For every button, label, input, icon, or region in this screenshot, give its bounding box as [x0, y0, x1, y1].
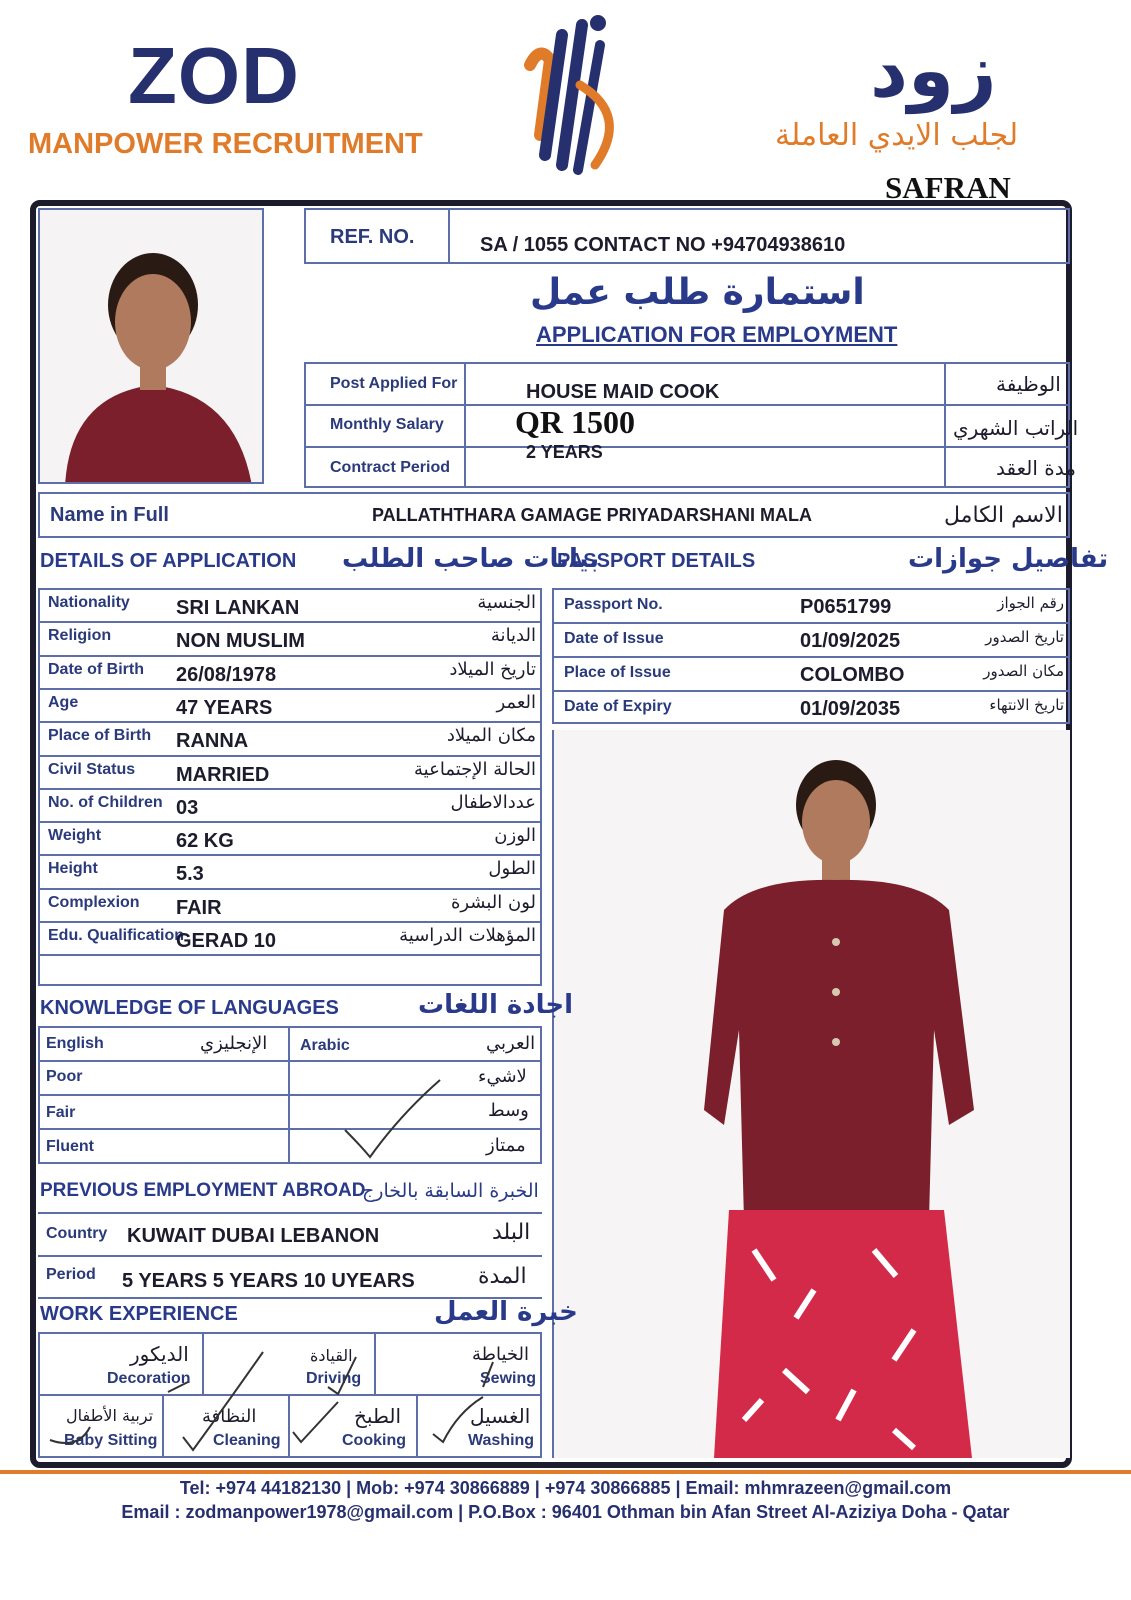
detail-label-arabic: الوزن — [494, 825, 536, 847]
detail-label-arabic: الحالة الإجتماعية — [414, 758, 536, 780]
work-checkmarks-icon — [38, 1332, 542, 1458]
lang-arabic-label: Arabic — [300, 1037, 350, 1054]
lang-english-label-arabic: الإنجليزي — [200, 1033, 268, 1054]
form-title: APPLICATION FOR EMPLOYMENT — [536, 322, 898, 347]
period-label-arabic: المدة — [478, 1264, 527, 1289]
detail-label-arabic: الديانة — [490, 625, 536, 647]
detail-value: SRI LANKAN — [176, 597, 300, 619]
passport-label-arabic: تاريخ الانتهاء — [989, 696, 1064, 714]
lang-level-poor: Poor — [46, 1068, 83, 1085]
skill-cooking-arabic: الطبخ — [354, 1404, 402, 1428]
footer-address-line: Email : zodmanpower1978@gmail.com | P.O.Box : 96401 Othman bin Afan Street Al-Aziziya Doha - Qatar — [121, 1502, 1010, 1522]
name-value: PALLATHTHARA GAMAGE PRIYADARSHANI MALA — [372, 505, 812, 525]
skill-cleaning-arabic: النظافة — [202, 1406, 257, 1427]
salary-value: QR 1500 — [515, 404, 635, 440]
footer-divider — [0, 1470, 1131, 1474]
detail-label: Weight — [48, 827, 102, 845]
name-label: Name in Full — [50, 504, 169, 526]
detail-label: Date of Birth — [48, 660, 144, 678]
brand-tagline-arabic: لجلب الايدي العاملة — [775, 118, 1019, 153]
headshot-portrait-icon — [40, 210, 264, 484]
detail-value: 47 YEARS — [176, 696, 273, 719]
passport-label: Passport No. — [564, 596, 663, 613]
passport-label: Date of Issue — [564, 630, 664, 647]
period-label: Period — [46, 1266, 96, 1283]
detail-label: No. of Children — [48, 793, 163, 811]
arabic-fluent-check-icon — [340, 1075, 450, 1165]
detail-label: Edu. Qualification — [48, 927, 185, 944]
detail-label: Civil Status — [48, 760, 136, 778]
passport-label: Date of Expiry — [564, 698, 672, 715]
contract-value: 2 YEARS — [526, 442, 603, 462]
detail-value: MARRIED — [176, 763, 270, 786]
detail-label-arabic: الطول — [488, 858, 536, 880]
ref-value: SA / 1055 CONTACT NO +94704938610 — [480, 234, 846, 256]
previous-title: PREVIOUS EMPLOYMENT ABROAD — [40, 1180, 366, 1201]
detail-value: GERAD 10 — [176, 930, 277, 952]
work-title-arabic: خبرة العمل — [434, 1297, 578, 1327]
passport-label-arabic: مكان الصدور — [983, 662, 1064, 680]
lang-level-fair: Fair — [46, 1104, 76, 1121]
detail-label-arabic: لون البشرة — [450, 891, 536, 913]
skill-decoration: Decoration — [107, 1370, 191, 1387]
country-value: KUWAIT DUBAI LEBANON — [127, 1225, 380, 1247]
languages-title: KNOWLEDGE OF LANGUAGES — [40, 997, 339, 1019]
brand-name-arabic: زود — [870, 28, 997, 114]
passport-label-arabic: تاريخ الصدور — [985, 628, 1064, 646]
lang-level-fair-arabic: وسط — [488, 1100, 529, 1121]
passport-value: COLOMBO — [800, 664, 905, 686]
passport-title: PASSPORT DETAILS — [557, 550, 756, 572]
brand-tagline: MANPOWER RECRUITMENT — [28, 128, 423, 160]
detail-value: FAIR — [176, 896, 222, 919]
skill-decoration-arabic: الديكور — [130, 1342, 189, 1366]
full-body-photo — [552, 730, 1070, 1458]
details-title: DETAILS OF APPLICATION — [40, 550, 297, 572]
country-label-arabic: البلد — [492, 1220, 531, 1245]
skill-sewing-arabic: الخياطة — [472, 1344, 529, 1365]
detail-label-arabic: تاريخ الميلاد — [449, 658, 536, 680]
contract-label-arabic: مدة العقد — [996, 456, 1076, 480]
country-label: Country — [46, 1225, 108, 1242]
skill-sewing: Sewing — [480, 1370, 537, 1387]
ref-label: REF. NO. — [330, 226, 415, 248]
detail-label: Nationality — [48, 594, 130, 611]
previous-title-arabic: الخبرة السابقة بالخارج — [362, 1180, 539, 1202]
post-label-arabic: الوظيفة — [996, 372, 1061, 396]
passport-title-arabic: تفاصيل جوازات — [908, 544, 1109, 574]
salary-label-arabic: الراتب الشهري — [953, 416, 1079, 440]
passport-value: 01/09/2035 — [800, 698, 901, 720]
detail-label-arabic: الجنسية — [477, 592, 536, 613]
work-title: WORK EXPERIENCE — [40, 1303, 238, 1325]
salary-label: Monthly Salary — [330, 416, 444, 433]
passport-value: P0651799 — [800, 596, 892, 618]
languages-title-arabic: اجادة اللغات — [418, 990, 574, 1020]
lang-arabic-label-arabic: العربي — [486, 1033, 536, 1054]
skill-driving-arabic: القيادة — [310, 1346, 353, 1365]
skill-baby-sitting-arabic: تربية الأطفال — [66, 1406, 154, 1425]
detail-value: RANNA — [176, 730, 249, 753]
skill-washing-arabic: الغسيل — [470, 1404, 531, 1428]
brand-logo-icon — [500, 5, 640, 175]
agent-name: SAFRAN — [885, 170, 1011, 205]
passport-value: 01/09/2025 — [800, 630, 901, 652]
lang-level-poor-arabic: لاشيء — [478, 1066, 527, 1087]
lang-english-label: English — [46, 1035, 104, 1052]
passport-label-arabic: رقم الجواز — [997, 594, 1064, 612]
footer-contact-line: Tel: +974 44182130 | Mob: +974 30866889 | +974 30866885 | Email: mhmrazeen@gmail.com — [179, 1478, 952, 1498]
name-label-arabic: الاسم الكامل — [944, 503, 1063, 528]
post-value: HOUSE MAID COOK — [526, 381, 720, 403]
headshot-photo — [38, 208, 264, 484]
detail-label: Religion — [48, 627, 112, 645]
detail-label: Age — [48, 693, 79, 711]
contract-label: Contract Period — [330, 459, 451, 476]
skill-driving: Driving — [306, 1370, 362, 1387]
skill-cleaning: Cleaning — [213, 1432, 281, 1449]
post-label: Post Applied For — [330, 375, 458, 392]
detail-label-arabic: العمر — [496, 691, 536, 713]
period-value: 5 YEARS 5 YEARS 10 UYEARS — [122, 1270, 415, 1292]
full-body-portrait-icon — [554, 730, 1070, 1458]
detail-value: 62 KG — [176, 830, 234, 853]
detail-label-arabic: عددالاطفال — [450, 791, 536, 813]
detail-label: Height — [48, 860, 98, 878]
form-title-arabic: استمارة طلب عمل — [530, 272, 865, 313]
detail-label: Place of Birth — [48, 727, 152, 745]
detail-label-arabic: مكان الميلاد — [446, 725, 536, 747]
detail-value: 03 — [176, 796, 199, 819]
skill-cooking: Cooking — [342, 1432, 406, 1449]
details-title-arabic: بيانات صاحب الطلب — [342, 544, 600, 574]
lang-level-fluent-arabic: ممتاز — [486, 1135, 526, 1156]
detail-value: 5.3 — [176, 863, 204, 886]
detail-value: NON MUSLIM — [176, 630, 305, 653]
lang-level-fluent: Fluent — [46, 1138, 94, 1155]
brand-name: ZOD — [128, 31, 300, 120]
detail-value: 26/08/1978 — [176, 663, 277, 686]
detail-label: Complexion — [48, 893, 140, 911]
skill-washing: Washing — [468, 1432, 535, 1449]
detail-label-arabic: المؤهلات الدراسية — [399, 925, 536, 946]
passport-label: Place of Issue — [564, 664, 671, 681]
skill-baby-sitting: Baby Sitting — [64, 1432, 158, 1449]
